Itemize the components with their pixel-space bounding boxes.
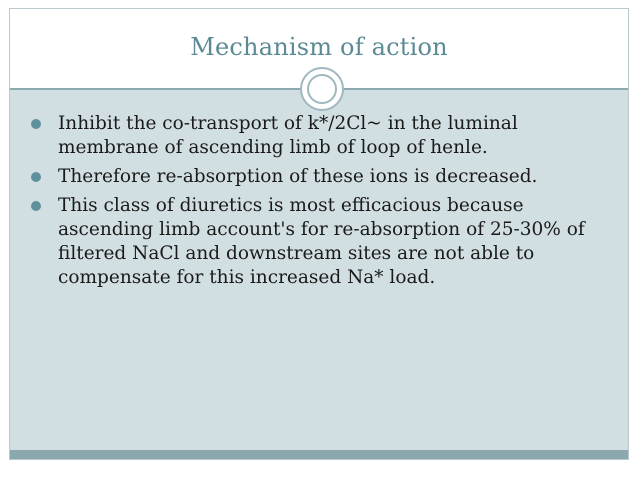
- bullet-dot-icon: [31, 201, 41, 211]
- slide-title: Mechanism of action: [190, 33, 448, 61]
- bullet-list: [28, 112, 618, 295]
- bullet-text: This class of diuretics is most efficacious because ascending limb account's for re-absorption of 25-30% of filtered NaCl and downstream sites are not able to compensate for this increased Na* load.: [58, 195, 585, 288]
- circle-ornament-icon: [300, 67, 344, 111]
- bullet-item: [28, 165, 618, 189]
- inner-ring-icon: [307, 74, 337, 104]
- bullet-item: [28, 194, 618, 290]
- bullet-text: Therefore re-absorption of these ions is decreased.: [58, 166, 538, 187]
- bullet-text: Inhibit the co-transport of k*/2Cl~ in the luminal membrane of ascending limb of loop of henle.: [58, 113, 518, 158]
- bullet-dot-icon: [31, 172, 41, 182]
- bullet-dot-icon: [31, 119, 41, 129]
- content-area: [10, 90, 628, 450]
- bullet-item: [28, 112, 618, 160]
- bottom-accent-bar: [10, 450, 628, 459]
